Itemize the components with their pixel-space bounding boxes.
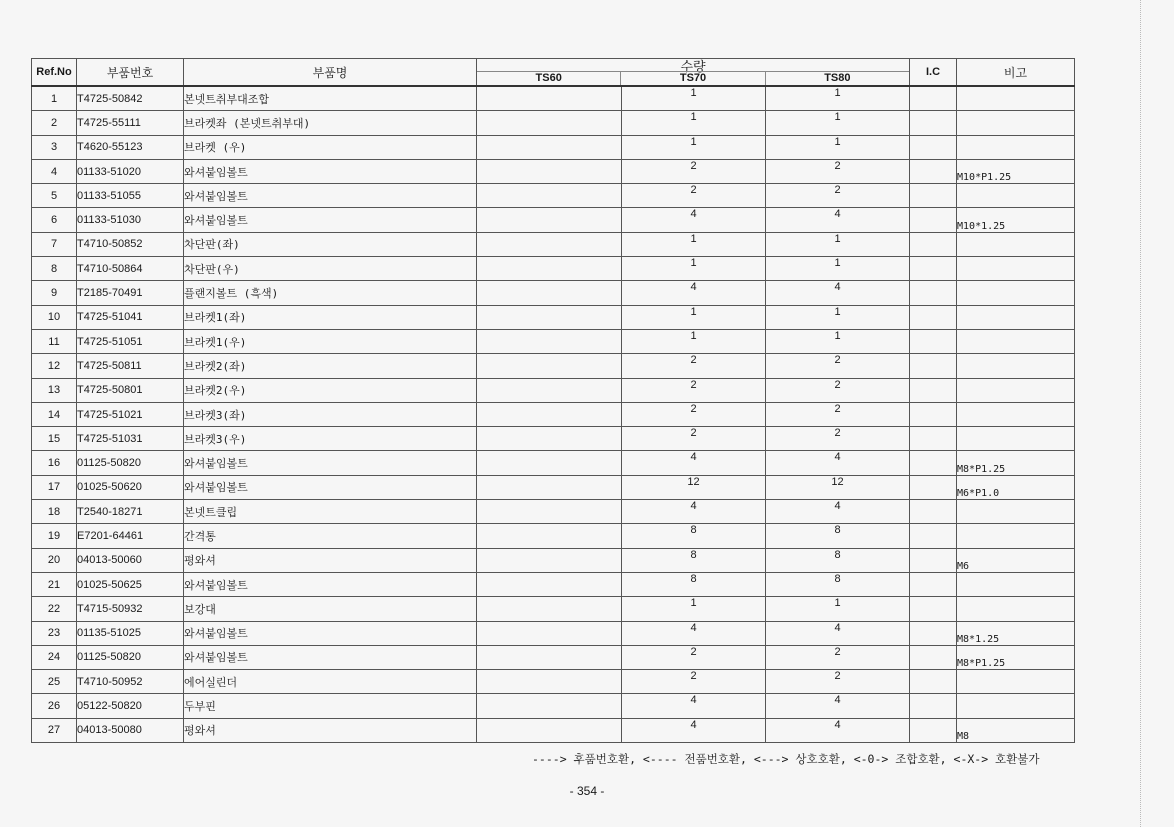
header-model-columns — [477, 71, 909, 85]
cell-qty-ts80: 8 — [766, 548, 910, 572]
page-edge-line — [1140, 0, 1143, 827]
cell-ic — [910, 257, 957, 281]
cell-qty-ts70: 12 — [622, 475, 766, 499]
table-row — [32, 135, 1075, 159]
cell-qty-ts70: 8 — [622, 548, 766, 572]
cell-qty-ts60 — [477, 402, 622, 426]
cell-ic — [910, 135, 957, 159]
cell-qty-ts70: 1 — [622, 111, 766, 135]
cell-qty-ts80: 1 — [766, 111, 910, 135]
cell-part-no: 01133-51030 — [77, 208, 184, 232]
cell-note — [957, 86, 1075, 111]
cell-qty-ts60 — [477, 329, 622, 353]
header-ic: I.C — [910, 59, 957, 87]
cell-ref-no: 7 — [32, 232, 77, 256]
cell-qty-ts70: 2 — [622, 354, 766, 378]
cell-part-name: 브라켓2(좌) — [184, 354, 477, 378]
cell-part-no: T4710-50952 — [77, 670, 184, 694]
cell-qty-ts70: 2 — [622, 670, 766, 694]
table-row — [32, 305, 1075, 329]
cell-note — [957, 427, 1075, 451]
cell-part-no: 04013-50060 — [77, 548, 184, 572]
cell-part-name: 와셔붙임볼트 — [184, 572, 477, 596]
cell-qty-ts70: 2 — [622, 184, 766, 208]
cell-ic — [910, 427, 957, 451]
cell-note — [957, 257, 1075, 281]
table-row — [32, 670, 1075, 694]
cell-ic — [910, 378, 957, 402]
cell-ref-no: 25 — [32, 670, 77, 694]
cell-qty-ts60 — [477, 670, 622, 694]
cell-ic — [910, 111, 957, 135]
cell-qty-ts60 — [477, 500, 622, 524]
cell-part-name: 와셔붙임볼트 — [184, 208, 477, 232]
header-quantity-title: 수량 — [680, 60, 706, 75]
cell-note — [957, 572, 1075, 596]
header-ts60: TS60 — [535, 72, 562, 84]
cell-qty-ts70: 1 — [622, 232, 766, 256]
table-row — [32, 354, 1075, 378]
cell-part-name: 브라켓2(우) — [184, 378, 477, 402]
cell-ref-no: 4 — [32, 159, 77, 183]
cell-part-no: T4710-50852 — [77, 232, 184, 256]
cell-ic — [910, 572, 957, 596]
cell-qty-ts80: 8 — [766, 572, 910, 596]
cell-part-no: E7201-64461 — [77, 524, 184, 548]
cell-ref-no: 27 — [32, 718, 77, 742]
cell-ic — [910, 597, 957, 621]
cell-qty-ts80: 4 — [766, 281, 910, 305]
cell-part-name: 평와셔 — [184, 548, 477, 572]
table-row — [32, 597, 1075, 621]
cell-part-no: T2185-70491 — [77, 281, 184, 305]
cell-note — [957, 305, 1075, 329]
cell-note: M8 — [957, 718, 1075, 742]
cell-part-name: 차단판(좌) — [184, 232, 477, 256]
cell-qty-ts80: 4 — [766, 621, 910, 645]
table-row — [32, 718, 1075, 742]
cell-ref-no: 14 — [32, 402, 77, 426]
cell-note — [957, 135, 1075, 159]
cell-ref-no: 6 — [32, 208, 77, 232]
cell-note — [957, 329, 1075, 353]
table-row — [32, 232, 1075, 256]
cell-qty-ts60 — [477, 86, 622, 111]
cell-qty-ts70: 2 — [622, 427, 766, 451]
cell-ic — [910, 208, 957, 232]
cell-qty-ts80: 12 — [766, 475, 910, 499]
table-row — [32, 500, 1075, 524]
cell-qty-ts60 — [477, 378, 622, 402]
cell-qty-ts80: 1 — [766, 597, 910, 621]
page-number: - 354 - — [569, 784, 605, 798]
cell-part-no: T4725-51031 — [77, 427, 184, 451]
cell-qty-ts70: 4 — [622, 281, 766, 305]
cell-qty-ts70: 4 — [622, 208, 766, 232]
cell-qty-ts70: 8 — [622, 524, 766, 548]
header-ts70: TS70 — [620, 72, 764, 85]
cell-ref-no: 9 — [32, 281, 77, 305]
cell-ic — [910, 305, 957, 329]
cell-part-name: 브라켓3(좌) — [184, 402, 477, 426]
cell-qty-ts70: 1 — [622, 135, 766, 159]
cell-note — [957, 111, 1075, 135]
cell-part-no: T4725-50811 — [77, 354, 184, 378]
interchangeability-legend: ----> 후품번호환, <---- 전품번호환, <---> 상호호환, <-0-> 조합호환, <-X-> 호환불가 — [532, 752, 1040, 766]
table-row — [32, 451, 1075, 475]
cell-qty-ts70: 1 — [622, 305, 766, 329]
cell-ic — [910, 670, 957, 694]
table-row — [32, 645, 1075, 669]
cell-qty-ts80: 4 — [766, 694, 910, 718]
cell-part-name: 보강대 — [184, 597, 477, 621]
table-row — [32, 257, 1075, 281]
cell-qty-ts70: 8 — [622, 572, 766, 596]
table-row — [32, 159, 1075, 183]
cell-qty-ts60 — [477, 232, 622, 256]
table-row — [32, 86, 1075, 111]
cell-note — [957, 500, 1075, 524]
cell-ic — [910, 524, 957, 548]
cell-part-no: T4725-55111 — [77, 111, 184, 135]
table-row — [32, 548, 1075, 572]
cell-qty-ts80: 1 — [766, 257, 910, 281]
cell-part-no: 01135-51025 — [77, 621, 184, 645]
cell-qty-ts60 — [477, 159, 622, 183]
cell-note — [957, 378, 1075, 402]
header-part-name: 부품명 — [184, 59, 477, 87]
cell-part-name: 와셔붙임볼트 — [184, 621, 477, 645]
cell-note: M8*P1.25 — [957, 451, 1075, 475]
cell-ref-no: 18 — [32, 500, 77, 524]
cell-qty-ts60 — [477, 257, 622, 281]
cell-qty-ts60 — [477, 718, 622, 742]
cell-ic — [910, 281, 957, 305]
cell-part-no: T4725-50842 — [77, 86, 184, 111]
cell-part-name: 에어실린더 — [184, 670, 477, 694]
cell-ref-no: 13 — [32, 378, 77, 402]
cell-ic — [910, 548, 957, 572]
cell-note: M8*P1.25 — [957, 645, 1075, 669]
cell-part-no: 01025-50620 — [77, 475, 184, 499]
cell-qty-ts80: 2 — [766, 402, 910, 426]
cell-ic — [910, 694, 957, 718]
cell-ref-no: 15 — [32, 427, 77, 451]
cell-ref-no: 20 — [32, 548, 77, 572]
cell-note — [957, 184, 1075, 208]
cell-qty-ts80: 4 — [766, 451, 910, 475]
cell-part-no: T4725-51041 — [77, 305, 184, 329]
cell-note: M6 — [957, 548, 1075, 572]
cell-part-name: 와셔붙임볼트 — [184, 475, 477, 499]
cell-part-no: T2540-18271 — [77, 500, 184, 524]
cell-ref-no: 22 — [32, 597, 77, 621]
cell-part-no: 01133-51020 — [77, 159, 184, 183]
parts-table — [31, 58, 1075, 743]
cell-note — [957, 524, 1075, 548]
header-quantity — [477, 59, 910, 87]
cell-qty-ts80: 1 — [766, 86, 910, 111]
cell-ref-no: 19 — [32, 524, 77, 548]
cell-ic — [910, 184, 957, 208]
cell-part-no: T4725-50801 — [77, 378, 184, 402]
cell-ref-no: 26 — [32, 694, 77, 718]
cell-qty-ts80: 2 — [766, 378, 910, 402]
cell-qty-ts60 — [477, 354, 622, 378]
table-row — [32, 524, 1075, 548]
cell-part-name: 와셔붙임볼트 — [184, 645, 477, 669]
cell-qty-ts80: 1 — [766, 329, 910, 353]
cell-qty-ts70: 2 — [622, 645, 766, 669]
cell-qty-ts60 — [477, 135, 622, 159]
cell-qty-ts80: 1 — [766, 305, 910, 329]
cell-ic — [910, 621, 957, 645]
cell-qty-ts80: 4 — [766, 208, 910, 232]
cell-qty-ts80: 2 — [766, 354, 910, 378]
cell-part-name: 브라켓3(우) — [184, 427, 477, 451]
cell-ref-no: 16 — [32, 451, 77, 475]
table-row — [32, 111, 1075, 135]
cell-ic — [910, 718, 957, 742]
table-header-row — [32, 59, 1075, 87]
cell-ref-no: 2 — [32, 111, 77, 135]
cell-ref-no: 8 — [32, 257, 77, 281]
cell-ref-no: 17 — [32, 475, 77, 499]
cell-part-no: 01125-50820 — [77, 451, 184, 475]
cell-qty-ts60 — [477, 451, 622, 475]
table-row — [32, 572, 1075, 596]
cell-part-no: T4715-50932 — [77, 597, 184, 621]
cell-note — [957, 694, 1075, 718]
cell-qty-ts80: 2 — [766, 184, 910, 208]
cell-qty-ts70: 1 — [622, 329, 766, 353]
cell-qty-ts80: 4 — [766, 718, 910, 742]
cell-note: M10*P1.25 — [957, 159, 1075, 183]
cell-part-no: 05122-50820 — [77, 694, 184, 718]
table-row — [32, 621, 1075, 645]
cell-qty-ts70: 4 — [622, 451, 766, 475]
cell-qty-ts80: 2 — [766, 159, 910, 183]
cell-part-no: 01125-50820 — [77, 645, 184, 669]
table-row — [32, 427, 1075, 451]
cell-qty-ts70: 1 — [622, 597, 766, 621]
cell-qty-ts60 — [477, 524, 622, 548]
cell-part-name: 본넷트취부대조합 — [184, 86, 477, 111]
table-row — [32, 475, 1075, 499]
cell-qty-ts70: 2 — [622, 159, 766, 183]
cell-qty-ts80: 2 — [766, 670, 910, 694]
cell-part-name: 브라켓좌 (본넷트취부대) — [184, 111, 477, 135]
cell-qty-ts80: 2 — [766, 427, 910, 451]
cell-ref-no: 3 — [32, 135, 77, 159]
cell-part-name: 브라켓1(우) — [184, 329, 477, 353]
cell-qty-ts60 — [477, 208, 622, 232]
header-ts80: TS80 — [765, 72, 909, 85]
cell-ic — [910, 232, 957, 256]
cell-qty-ts60 — [477, 184, 622, 208]
cell-note — [957, 232, 1075, 256]
table-row — [32, 281, 1075, 305]
cell-qty-ts80: 2 — [766, 645, 910, 669]
cell-qty-ts60 — [477, 475, 622, 499]
cell-ic — [910, 86, 957, 111]
table-row — [32, 208, 1075, 232]
cell-note: M6*P1.0 — [957, 475, 1075, 499]
cell-part-name: 본넷트클립 — [184, 500, 477, 524]
cell-qty-ts70: 1 — [622, 86, 766, 111]
cell-part-no: T4725-51021 — [77, 402, 184, 426]
cell-part-name: 와셔붙임볼트 — [184, 451, 477, 475]
table-row — [32, 184, 1075, 208]
cell-ic — [910, 354, 957, 378]
cell-qty-ts60 — [477, 621, 622, 645]
table-row — [32, 694, 1075, 718]
cell-part-no: T4710-50864 — [77, 257, 184, 281]
cell-note: M10*1.25 — [957, 208, 1075, 232]
cell-part-no: T4725-51051 — [77, 329, 184, 353]
cell-qty-ts70: 4 — [622, 621, 766, 645]
cell-note — [957, 281, 1075, 305]
cell-ref-no: 12 — [32, 354, 77, 378]
table-row — [32, 329, 1075, 353]
cell-qty-ts80: 8 — [766, 524, 910, 548]
cell-part-no: 01025-50625 — [77, 572, 184, 596]
cell-ref-no: 5 — [32, 184, 77, 208]
cell-note — [957, 670, 1075, 694]
cell-ref-no: 24 — [32, 645, 77, 669]
cell-note — [957, 354, 1075, 378]
cell-part-name: 와셔붙임볼트 — [184, 184, 477, 208]
cell-ic — [910, 475, 957, 499]
cell-part-name: 간격통 — [184, 524, 477, 548]
cell-qty-ts80: 1 — [766, 135, 910, 159]
cell-part-no: 04013-50080 — [77, 718, 184, 742]
cell-qty-ts70: 2 — [622, 378, 766, 402]
header-part-no: 부품번호 — [77, 59, 184, 87]
cell-ic — [910, 159, 957, 183]
cell-qty-ts70: 4 — [622, 500, 766, 524]
cell-qty-ts60 — [477, 645, 622, 669]
cell-part-no: 01133-51055 — [77, 184, 184, 208]
cell-ref-no: 21 — [32, 572, 77, 596]
table-row — [32, 378, 1075, 402]
cell-note — [957, 402, 1075, 426]
cell-ic — [910, 645, 957, 669]
cell-qty-ts60 — [477, 111, 622, 135]
cell-part-name: 브라켓1(좌) — [184, 305, 477, 329]
header-ref-no: Ref.No — [32, 59, 77, 87]
cell-note: M8*1.25 — [957, 621, 1075, 645]
cell-note — [957, 597, 1075, 621]
cell-ref-no: 10 — [32, 305, 77, 329]
cell-qty-ts60 — [477, 597, 622, 621]
cell-ic — [910, 402, 957, 426]
cell-ref-no: 23 — [32, 621, 77, 645]
cell-qty-ts60 — [477, 281, 622, 305]
cell-part-name: 플랜지볼트 (흑색) — [184, 281, 477, 305]
cell-part-name: 차단판(우) — [184, 257, 477, 281]
cell-ic — [910, 329, 957, 353]
cell-part-name: 와셔붙임볼트 — [184, 159, 477, 183]
cell-qty-ts80: 4 — [766, 500, 910, 524]
cell-part-name: 두부핀 — [184, 694, 477, 718]
cell-qty-ts70: 2 — [622, 402, 766, 426]
cell-qty-ts60 — [477, 427, 622, 451]
cell-part-no: T4620-55123 — [77, 135, 184, 159]
cell-qty-ts60 — [477, 694, 622, 718]
cell-qty-ts80: 1 — [766, 232, 910, 256]
table-body — [32, 86, 1075, 743]
cell-ic — [910, 500, 957, 524]
cell-ref-no: 11 — [32, 329, 77, 353]
cell-ref-no: 1 — [32, 86, 77, 111]
cell-part-name: 평와셔 — [184, 718, 477, 742]
cell-qty-ts70: 1 — [622, 257, 766, 281]
table-row — [32, 402, 1075, 426]
header-note: 비고 — [957, 59, 1075, 87]
cell-qty-ts70: 4 — [622, 694, 766, 718]
cell-part-name: 브라켓 (우) — [184, 135, 477, 159]
cell-qty-ts60 — [477, 572, 622, 596]
cell-qty-ts60 — [477, 548, 622, 572]
cell-qty-ts70: 4 — [622, 718, 766, 742]
cell-ic — [910, 451, 957, 475]
cell-qty-ts60 — [477, 305, 622, 329]
